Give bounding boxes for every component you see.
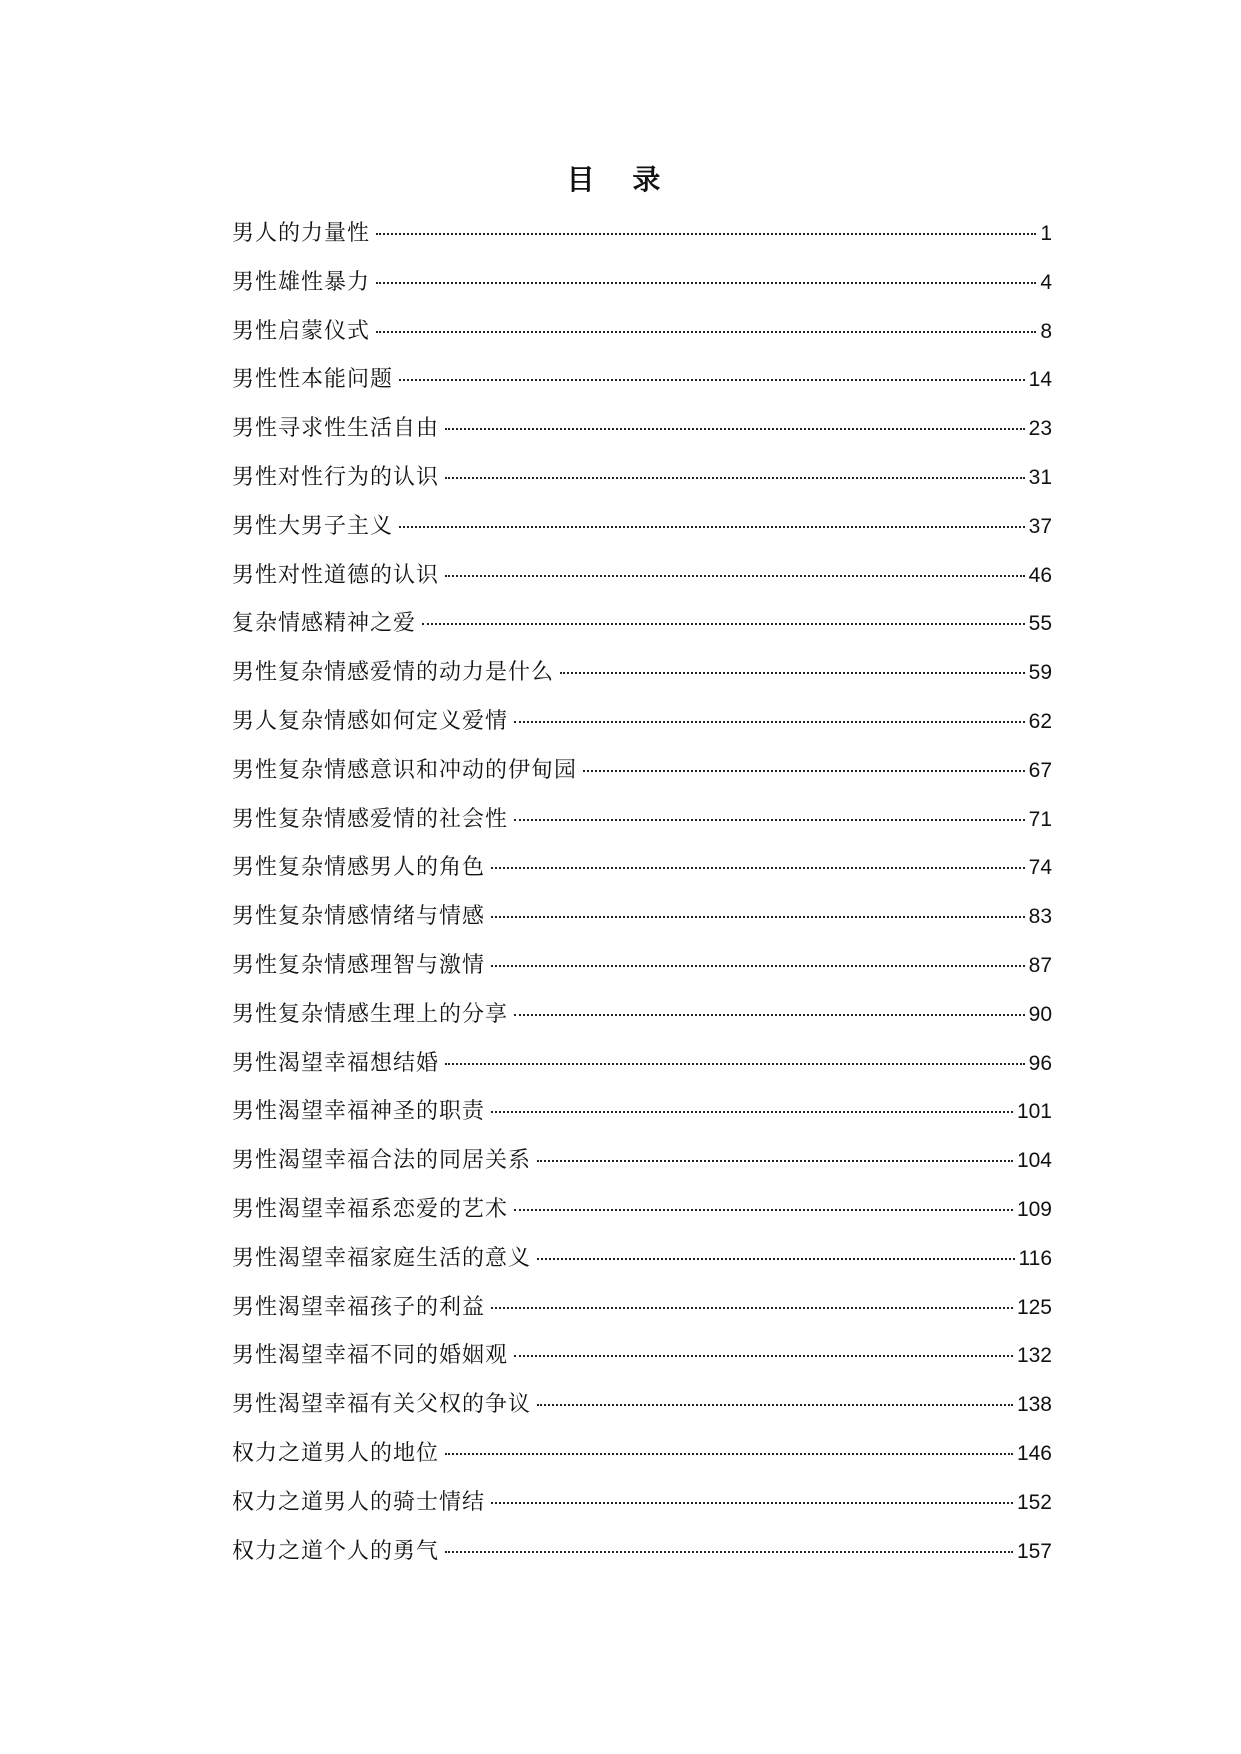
toc-entry-page-number[interactable]: 83 xyxy=(1028,905,1052,929)
toc-entry[interactable] xyxy=(232,705,1052,754)
toc-entry-title[interactable]: 男性渴望幸福合法的同居关系 xyxy=(232,1148,532,1174)
dot-leader xyxy=(514,1355,1013,1357)
toc-entry-title[interactable]: 男性复杂情感男人的角色 xyxy=(232,855,486,881)
toc-entry-title[interactable]: 权力之道个人的勇气 xyxy=(232,1538,440,1564)
toc-entry-page-number[interactable]: 23 xyxy=(1028,417,1052,441)
toc-entry-title[interactable]: 复杂情感精神之爱 xyxy=(232,611,417,637)
dot-leader xyxy=(445,575,1025,577)
toc-entry-page-number[interactable]: 74 xyxy=(1028,856,1052,880)
toc-entry[interactable] xyxy=(232,1095,1052,1144)
toc-entry-page-number[interactable]: 87 xyxy=(1028,953,1052,977)
toc-title: 目 录 xyxy=(566,163,675,196)
toc-entry[interactable] xyxy=(232,412,1052,461)
toc-entry-title[interactable]: 权力之道男人的地位 xyxy=(232,1440,440,1466)
toc-entry-title[interactable]: 男性雄性暴力 xyxy=(232,269,371,295)
toc-entry-title[interactable]: 男性渴望幸福不同的婚姻观 xyxy=(232,1343,509,1369)
toc-entry[interactable] xyxy=(232,803,1052,852)
toc-entry[interactable] xyxy=(232,363,1052,412)
toc-entry-title[interactable]: 男性复杂情感爱情的动力是什么 xyxy=(232,660,555,686)
dot-leader xyxy=(514,819,1025,821)
dot-leader xyxy=(583,770,1025,772)
toc-entry-page-number[interactable]: 71 xyxy=(1028,807,1052,831)
dot-leader xyxy=(399,379,1025,381)
dot-leader xyxy=(445,1453,1013,1455)
toc-entry-page-number[interactable]: 109 xyxy=(1016,1197,1052,1221)
toc-entry[interactable] xyxy=(232,315,1052,364)
toc-entry-page-number[interactable]: 146 xyxy=(1016,1441,1052,1465)
dot-leader xyxy=(445,428,1025,430)
toc-entry-page-number[interactable]: 132 xyxy=(1016,1344,1052,1368)
toc-entry[interactable] xyxy=(232,607,1052,656)
toc-entry[interactable] xyxy=(232,998,1052,1047)
dot-leader xyxy=(491,1111,1013,1113)
toc-entry-page-number[interactable]: 67 xyxy=(1028,758,1052,782)
dot-leader xyxy=(491,867,1025,869)
toc-entry[interactable] xyxy=(232,510,1052,559)
toc-entry-title[interactable]: 男人复杂情感如何定义爱情 xyxy=(232,708,509,734)
toc-list xyxy=(232,217,1052,1583)
toc-entry-title[interactable]: 男性渴望幸福神圣的职责 xyxy=(232,1099,486,1125)
toc-entry[interactable] xyxy=(232,656,1052,705)
toc-entry-page-number[interactable]: 125 xyxy=(1016,1295,1052,1319)
toc-entry-title[interactable]: 男性对性行为的认识 xyxy=(232,464,440,490)
toc-entry-page-number[interactable]: 8 xyxy=(1040,319,1052,343)
toc-entry-title[interactable]: 男性渴望幸福想结婚 xyxy=(232,1050,440,1076)
toc-entry[interactable] xyxy=(232,1193,1052,1242)
toc-entry-title[interactable]: 男性对性道德的认识 xyxy=(232,562,440,588)
toc-entry-page-number[interactable]: 31 xyxy=(1028,465,1052,489)
toc-entry-page-number[interactable]: 37 xyxy=(1028,514,1052,538)
toc-entry[interactable] xyxy=(232,1339,1052,1388)
toc-entry-page-number[interactable]: 138 xyxy=(1016,1393,1052,1417)
toc-entry[interactable] xyxy=(232,559,1052,608)
dot-leader xyxy=(491,965,1025,967)
toc-entry-title[interactable]: 男性性本能问题 xyxy=(232,367,394,393)
toc-entry[interactable] xyxy=(232,900,1052,949)
toc-entry-title[interactable]: 男性复杂情感生理上的分享 xyxy=(232,1001,509,1027)
toc-entry-page-number[interactable]: 59 xyxy=(1028,661,1052,685)
toc-entry[interactable] xyxy=(232,1437,1052,1486)
toc-entry-page-number[interactable]: 62 xyxy=(1028,709,1052,733)
dot-leader xyxy=(537,1404,1013,1406)
toc-entry-page-number[interactable]: 1 xyxy=(1040,222,1052,245)
toc-entry[interactable] xyxy=(232,1486,1052,1535)
toc-entry-title[interactable]: 男性复杂情感意识和冲动的伊甸园 xyxy=(232,757,578,783)
dot-leader xyxy=(491,1307,1013,1309)
toc-entry-page-number[interactable]: 152 xyxy=(1016,1490,1052,1514)
toc-entry-title[interactable]: 男人的力量性 xyxy=(232,221,371,246)
toc-entry[interactable] xyxy=(232,1388,1052,1437)
dot-leader xyxy=(376,331,1036,333)
dot-leader xyxy=(445,1551,1013,1553)
toc-entry-title[interactable]: 男性复杂情感情绪与情感 xyxy=(232,904,486,930)
toc-entry[interactable] xyxy=(232,1144,1052,1193)
toc-entry-title[interactable]: 男性复杂情感理智与激情 xyxy=(232,952,486,978)
toc-entry-page-number[interactable]: 104 xyxy=(1016,1149,1052,1173)
toc-entry[interactable] xyxy=(232,266,1052,315)
toc-entry[interactable] xyxy=(232,1047,1052,1096)
toc-entry-title[interactable]: 男性渴望幸福系恋爱的艺术 xyxy=(232,1196,509,1222)
toc-entry-title[interactable]: 男性启蒙仪式 xyxy=(232,318,371,344)
dot-leader xyxy=(445,1063,1025,1065)
toc-entry[interactable] xyxy=(232,1291,1052,1340)
toc-entry-title[interactable]: 男性复杂情感爱情的社会性 xyxy=(232,806,509,832)
toc-entry-page-number[interactable]: 157 xyxy=(1016,1539,1052,1563)
dot-leader xyxy=(445,477,1025,479)
toc-entry[interactable] xyxy=(232,1535,1052,1584)
dot-leader xyxy=(514,721,1025,723)
toc-entry[interactable] xyxy=(232,461,1052,510)
toc-entry[interactable] xyxy=(232,949,1052,998)
toc-entry[interactable] xyxy=(232,1242,1052,1291)
toc-entry-page-number[interactable]: 101 xyxy=(1016,1100,1052,1124)
toc-entry-page-number[interactable]: 116 xyxy=(1018,1246,1052,1270)
dot-leader xyxy=(560,672,1025,674)
dot-leader xyxy=(399,526,1025,528)
toc-entry-page-number[interactable]: 90 xyxy=(1028,1002,1052,1026)
toc-entry[interactable] xyxy=(232,217,1052,266)
toc-entry-title[interactable]: 权力之道男人的骑士情结 xyxy=(232,1489,486,1515)
toc-entry-page-number[interactable]: 96 xyxy=(1028,1051,1052,1075)
dot-leader xyxy=(537,1258,1015,1260)
toc-entry-title[interactable]: 男性渴望幸福孩子的利益 xyxy=(232,1294,486,1320)
toc-entry-title[interactable]: 男性寻求性生活自由 xyxy=(232,416,440,442)
dot-leader xyxy=(422,623,1025,625)
dot-leader xyxy=(537,1160,1013,1162)
toc-entry[interactable] xyxy=(232,851,1052,900)
dot-leader xyxy=(491,1502,1013,1504)
toc-entry-page-number[interactable]: 14 xyxy=(1028,368,1052,392)
toc-entry-page-number[interactable]: 55 xyxy=(1028,612,1052,636)
dot-leader xyxy=(514,1014,1025,1016)
toc-entry-title[interactable]: 男性渴望幸福有关父权的争议 xyxy=(232,1392,532,1418)
dot-leader xyxy=(376,233,1036,235)
toc-entry-title[interactable]: 男性渴望幸福家庭生活的意义 xyxy=(232,1245,532,1271)
dot-leader xyxy=(376,282,1036,284)
dot-leader xyxy=(514,1209,1013,1211)
toc-entry-page-number[interactable]: 4 xyxy=(1040,270,1052,294)
toc-entry-title[interactable]: 男性大男子主义 xyxy=(232,513,394,539)
dot-leader xyxy=(491,916,1025,918)
toc-entry-page-number[interactable]: 46 xyxy=(1028,563,1052,587)
toc-entry[interactable] xyxy=(232,754,1052,803)
